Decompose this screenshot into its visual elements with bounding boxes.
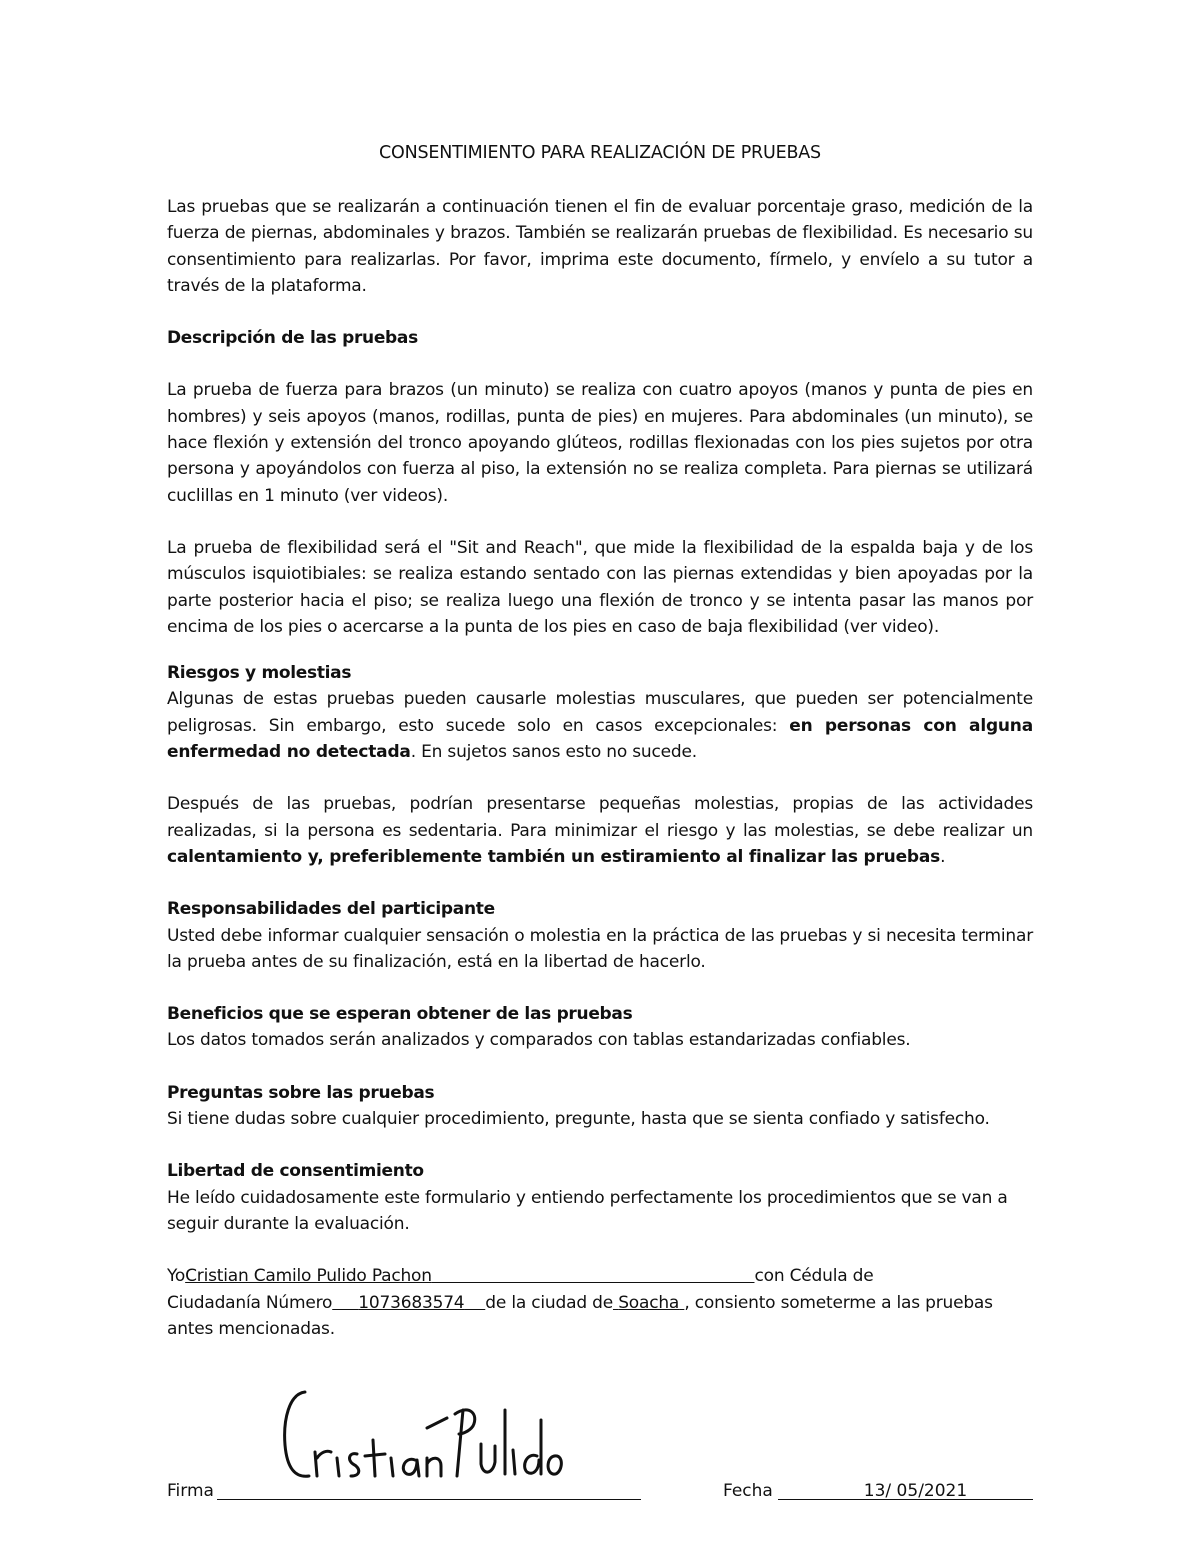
fecha-label: Fecha — [723, 1481, 773, 1501]
beneficios-paragraph: Los datos tomados serán analizados y comparados con tablas estandarizadas confiables. — [167, 1030, 911, 1051]
participant-name-field: Cristian Camilo Pulido Pachon — [185, 1266, 432, 1287]
cedula-number-field: 1073683574 — [358, 1292, 465, 1313]
section-heading-descripcion: Descripción de las pruebas — [167, 328, 418, 349]
signature-row — [167, 1478, 1033, 1508]
descripcion-paragraph-2: La prueba de flexibilidad será el "Sit and Reach", que mide la flexibilidad de la espalda baja y de los músculos isquiotibiales: se realiza estando sentado con las piernas extendidas y bien apoyadas por la parte posterior hacia el piso; se realiza luego una flexión de tronco y se intenta pasar las manos por encima de los pies o acercarse a la punta de los pies en caso de baja flexibilidad (ver video). — [167, 537, 1033, 637]
riesgos-paragraph-2: Después de las pruebas, podrían presentarse pequeñas molestias, propias de las actividades realizadas, si la persona es sedentaria. Para minimizar el riesgo y las molestias, se debe realizar un calentamiento y, preferiblemente también un estiramiento al finalizar las pruebas. — [167, 794, 1033, 867]
riesgos-emphasis-2: calentamiento y, preferiblemente también un estiramiento al finalizar las pruebas — [167, 846, 941, 867]
riesgos-paragraph-1: Algunas de estas pruebas pueden causarle molestias musculares, que pueden ser potencialmente peligrosas. Sin embargo, esto sucede solo en casos excepcionales: en personas con alguna enfermedad no detectada. En sujetos sanos esto no sucede. — [167, 689, 1033, 763]
preguntas-paragraph: Si tiene dudas sobre cualquier procedimiento, pregunte, hasta que se sienta confiado y satisfecho. — [167, 1109, 990, 1130]
riesgos-emphasis-1: en personas con alguna enfermedad no detectada — [167, 715, 1033, 763]
descripcion-paragraph-1: La prueba de fuerza para brazos (un minuto) se realiza con cuatro apoyos (manos y punta de pies en hombres) y seis apoyos (manos, rodillas, punta de pies) en mujeres. Para abdominales (un minuto), se hace flexión y extensión del tronco apoyando glúteos, rodillas flexionadas con los pies sujetos por otra persona y apoyándolos con fuerza al piso, la extensión no se realiza completa. Para piernas se utilizará cuclillas en 1 minuto (ver videos). — [167, 380, 1033, 506]
date-value: 13/ 05/2021 — [863, 1481, 968, 1501]
document-body — [167, 140, 1033, 1342]
document-title: CONSENTIMIENTO PARA REALIZACIÓN DE PRUEBAS — [379, 143, 821, 163]
firma-label: Firma — [167, 1481, 214, 1501]
section-heading-riesgos: Riesgos y molestias — [167, 663, 352, 684]
consent-statement: YoCristian Camilo Pulido Pachon con Cédula de Ciudadanía Número 1073683574 de la ciudad de Soacha , consiento someterme a las pruebas antes mencionadas. — [167, 1266, 993, 1339]
date-line — [778, 1499, 1033, 1500]
signature-line — [217, 1499, 641, 1500]
section-heading-responsabilidades: Responsabilidades del participante — [167, 899, 495, 920]
section-heading-libertad: Libertad de consentimiento — [167, 1161, 424, 1182]
section-heading-beneficios: Beneficios que se esperan obtener de las pruebas — [167, 1004, 633, 1025]
libertad-paragraph: He leído cuidadosamente este formulario y entiendo perfectamente los procedimientos que se van a seguir durante la evaluación. — [167, 1187, 1008, 1234]
city-field: Soacha — [618, 1292, 680, 1313]
handwritten-signature — [275, 1380, 565, 1490]
intro-paragraph: Las pruebas que se realizarán a continuación tienen el fin de evaluar porcentaje graso, medición de la fuerza de piernas, abdominales y brazos. También se realizarán pruebas de flexibilidad. Es necesario su consentimiento para realizarlas. Por favor, imprima este documento, fírmelo, y envíelo a su tutor a través de la plataforma. — [167, 197, 1033, 296]
section-heading-preguntas: Preguntas sobre las pruebas — [167, 1082, 435, 1103]
responsabilidades-paragraph: Usted debe informar cualquier sensación o molestia en la práctica de las pruebas y si necesita terminar la prueba antes de su finalización, está en la libertad de hacerlo. — [167, 925, 1033, 972]
